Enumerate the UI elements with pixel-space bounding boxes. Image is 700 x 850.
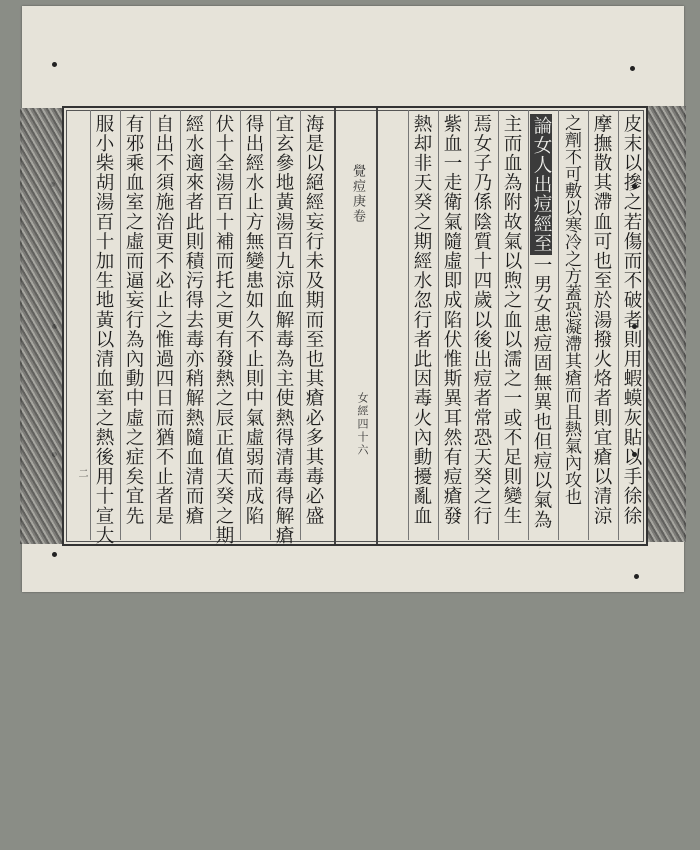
text-column: 經水適來者此則積污得去毒亦稍解熱隨血清而瘡: [183, 114, 204, 526]
text-column: 宜玄參地黃湯百九涼血解毒為主使熱得清毒得解瘡: [273, 114, 294, 546]
edge-rubbing-left: [20, 108, 62, 544]
text-column: 焉女子乃係陰質十四歲以後出痘者常恐天癸之行: [471, 114, 492, 526]
section-heading: [530, 108, 552, 546]
text-column: 之劑不可敷以寒冷之方蓋恐凝滯其瘡而且熱氣內攻也: [561, 114, 581, 505]
heading-continuation: 一男女患痘固無異也但痘以氣為: [531, 255, 552, 530]
binding-hole: [52, 552, 57, 557]
text-column: 主而血為附故氣以煦之血以濡之一或不足則變生: [501, 114, 522, 526]
text-column: 自出不須施治更不必止之惟過四日而猶不止者是: [153, 114, 174, 526]
text-column: 服小柴胡湯百十加生地黃以清血室之熱後用十宣大: [93, 114, 114, 546]
edge-rubbing-right: [646, 106, 686, 542]
text-frame: [62, 106, 648, 546]
text-column: 熱却非天癸之期經水忽行者此因毒火內動擾亂血: [411, 114, 432, 526]
text-column: 紫血一走衛氣隨虛即成陷伏惟斯異耳然有痘瘡發: [441, 114, 462, 526]
binding-hole: [634, 574, 639, 579]
binding-hole: [630, 66, 635, 71]
text-column: 伏十全湯百十補而托之更有發熱之辰正值天癸之期: [213, 114, 234, 546]
text-column: 有邪乘血室之虛而逼妄行為內動中虛之症矣宜先: [123, 114, 144, 526]
right-page: [376, 108, 646, 544]
heading-highlight: 論女人出痘經至: [531, 116, 552, 254]
text-column: 摩撫散其滯血可也至於湯撥火烙者則宜瘡以清涼: [591, 114, 612, 526]
binding-hole: [52, 62, 57, 67]
left-page: [64, 108, 332, 544]
text-column: 得出經水止方無變患如久不止則中氣虛弱而成陷: [243, 114, 264, 526]
section-label: 女經: [356, 392, 369, 418]
text-column: 皮末以摻之若傷而不破者則用蝦蟆灰貼以手徐徐: [621, 114, 642, 526]
spine-title: 覺痘庚卷: [350, 164, 365, 224]
text-column: 海是以絕經妄行未及期而至也其瘡必多其毒必盛: [303, 114, 324, 526]
page-number: 四十六: [356, 418, 369, 457]
center-fold: [334, 108, 378, 544]
leaf-number: 二: [76, 468, 87, 478]
